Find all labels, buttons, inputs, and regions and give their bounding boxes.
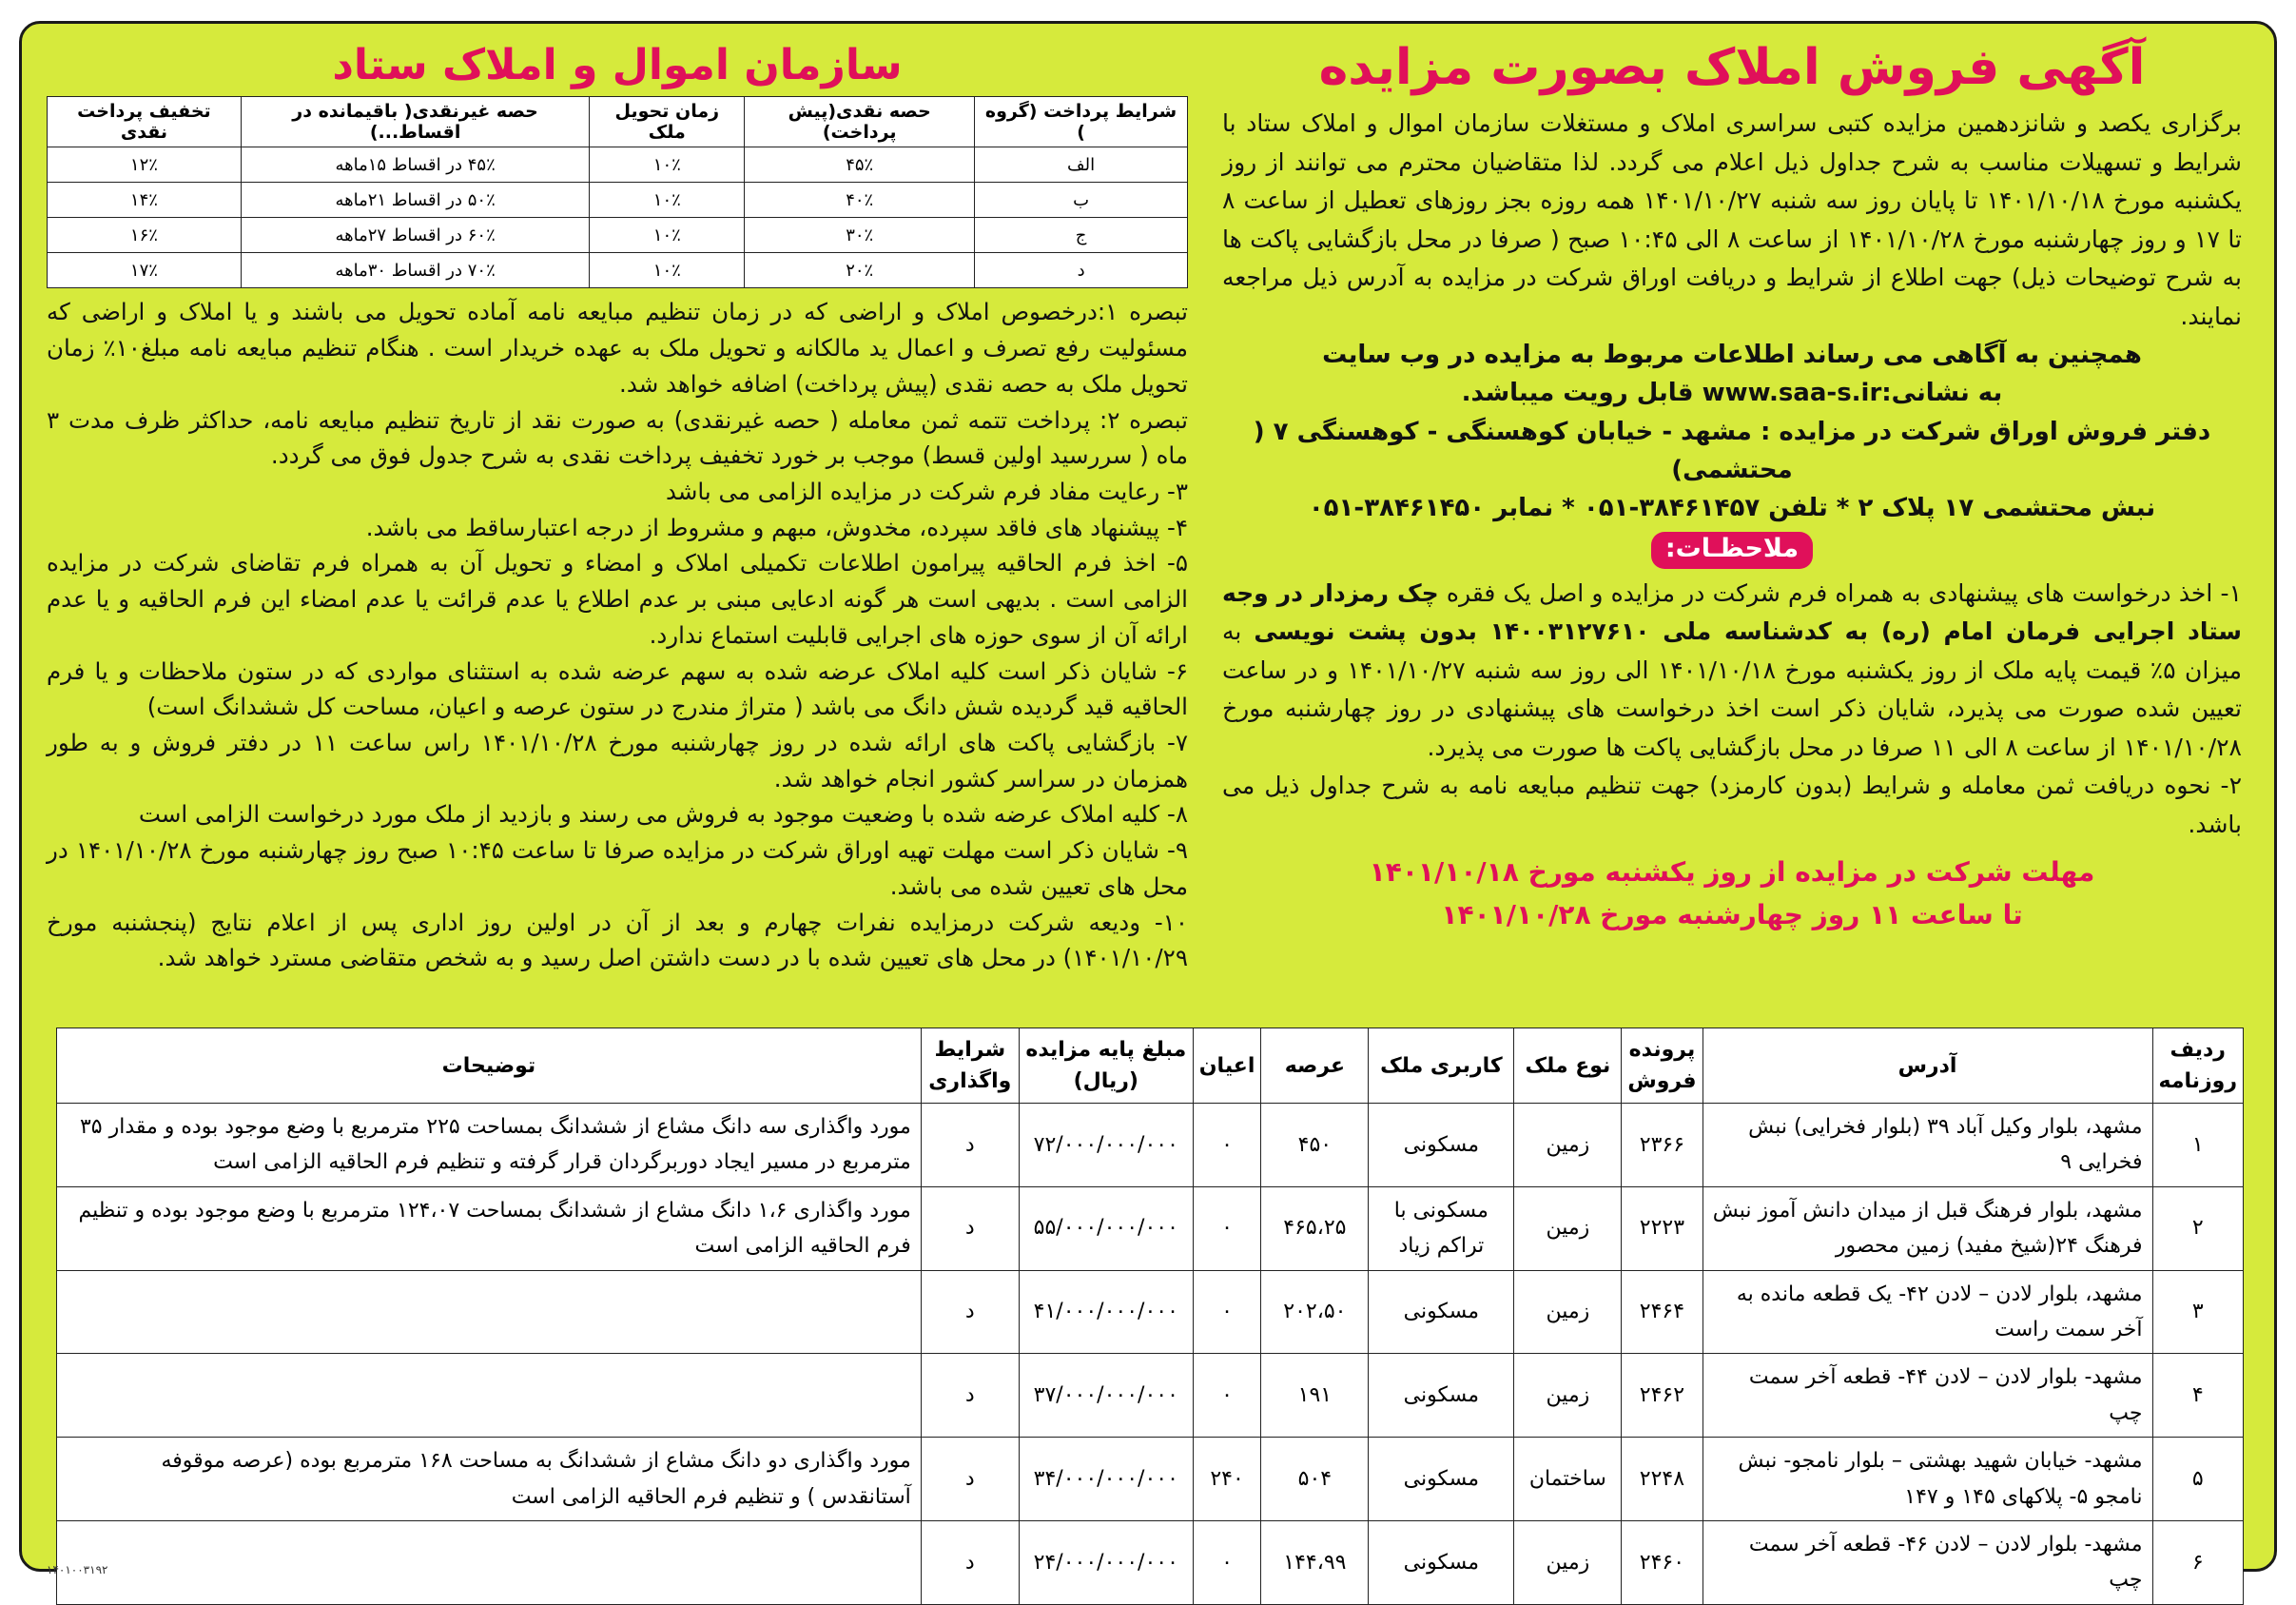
payment-cell: ۲۰٪ [745, 253, 975, 288]
payment-cell: ۱۰٪ [590, 218, 745, 253]
file-number-cell: ۲۴۶۴ [1622, 1270, 1703, 1354]
header-transfer-terms: شرایط واگذاری [921, 1028, 1019, 1104]
website-line-1: همچنین به آگاهی می رساند اطلاعات مربوط به مزایده در وب سایت [1322, 341, 2142, 370]
website-line-2: به نشانی:www.saa-s.ir قابل رویت میباشد. [1461, 379, 2003, 408]
property-type-cell: زمین [1514, 1270, 1622, 1354]
payment-cell: ۷۰٪ در اقساط ۳۰ماهه [241, 253, 590, 288]
description-cell [57, 1270, 922, 1354]
building-area-cell: ۰ [1193, 1186, 1261, 1270]
table-row [57, 1354, 2244, 1438]
header-land-area: عرصه [1261, 1028, 1369, 1104]
transfer-terms-cell: د [921, 1520, 1019, 1604]
footer-code: ۱۴۰۱۰۰۳۱۹۲ [47, 1563, 108, 1576]
property-type-cell: زمین [1514, 1520, 1622, 1604]
row-number: ۶ [2152, 1520, 2244, 1604]
payment-terms-table [47, 96, 1188, 288]
left-note: ۹- شایان ذکر است مهلت تهیه اوراق شرکت در مزایده صرفا تا ساعت ۱۰:۴۵ صبح روز چهارشنبه مورخ ۱۴۰۱/۱۰/۲۸ در محل های تعیین شده می باشد. [47, 836, 1188, 900]
file-number-cell: ۲۳۶۶ [1622, 1104, 1703, 1187]
address-cell: مشهد- بلوار لادن – لادن ۴۶- قطعه آخر سمت چپ [1703, 1520, 2152, 1604]
property-type-cell: زمین [1514, 1354, 1622, 1438]
right-column [1203, 24, 2274, 937]
payment-cell: الف [975, 147, 1188, 183]
building-area-cell: ۰ [1193, 1520, 1261, 1604]
table-row [57, 1438, 2244, 1521]
note-1-end: به میزان ۵٪ قیمت پایه ملک از روز یکشنبه مورخ ۱۴۰۱/۱۰/۱۸ الی روز سه شنبه ۱۴۰۱/۱۰/۲۷ و در ساعت تعیین شده صورت می پذیرد، شایان ذکر است اخذ درخواست های پیشنهادی در روز چهارشنبه مورخ ۱۴۰۱/۱۰/۲۸ از ساعت ۸ الی ۱۱ صرفا در محل بازگشایی پاکت ها صورت می پذیرد. [1222, 617, 2242, 761]
payment-table-row [48, 253, 1188, 288]
left-column [22, 24, 1205, 976]
payment-header: تخفیف پرداخت نقدی [48, 97, 242, 147]
description-cell [57, 1520, 922, 1604]
left-note: ۳- رعایت مفاد فرم شرکت در مزایده الزامی می باشد [665, 477, 1188, 505]
table-row [57, 1270, 2244, 1354]
base-price-cell: ۷۲/۰۰۰/۰۰۰/۰۰۰ [1019, 1104, 1193, 1187]
left-note: ۷- بازگشایی پاکت های ارائه شده در روز چهارشنبه مورخ ۱۴۰۱/۱۰/۲۸ راس ساعت ۱۱ در دفتر فروش و به طور همزمان در سراسر کشور انجام خواهد شد. [47, 729, 1189, 793]
left-note: تبصره ۲: پرداخت تتمه ثمن معامله ( حصه غیرنقدی) به صورت نقد از تاریخ تنظیم مبایعه نامه، حداکثر ظرف مدت ۳ ماه ( سررسید اولین قسط) موجب بر خورد تخفیف پرداخت نقدی به شرح جدول فوق می گردد. [47, 405, 1188, 470]
payment-cell: ب [975, 183, 1188, 218]
property-type-cell: ساختمان [1514, 1438, 1622, 1521]
deadline-line-2: تا ساعت ۱۱ روز چهارشنبه مورخ ۱۴۰۱/۱۰/۲۸ [1441, 898, 2023, 930]
payment-cell: ج [975, 218, 1188, 253]
payment-cell: ۵۰٪ در اقساط ۲۱ماهه [241, 183, 590, 218]
row-number: ۳ [2152, 1270, 2244, 1354]
org-title: سازمان اموال و املاک ستاد [332, 41, 903, 89]
row-number: ۲ [2152, 1186, 2244, 1270]
description-cell: مورد واگذاری سه دانگ مشاع از ششدانگ بمساحت ۲۲۵ مترمربع با وضع موجود بوده و مقدار ۳۵ مترمربع در مسیر ایجاد دوربرگردان قرار گرفته و تنظیم فرم الحاقیه الزامی است [57, 1104, 922, 1187]
payment-cell: د [975, 253, 1188, 288]
left-note: ۵- اخذ فرم الحاقیه پیرامون اطلاعات تکمیلی املاک و امضاء و تحویل آن به همراه فرم تقاضای شرکت در مزایده الزامی است . بدیهی است هر گونه ادعایی مبنی بر عدم اطلاع یا عدم قرائت یا عدم امضاء این فرم الحاقیه و یا عدم ارائه آن از سوی حوزه های اجرایی قابلیت استماع ندارد. [47, 549, 1188, 649]
payment-cell: ۴۵٪ [745, 147, 975, 183]
file-number-cell: ۲۲۲۳ [1622, 1186, 1703, 1270]
notes-badge: ملاحظـات: [1651, 532, 1813, 569]
file-number-cell: ۲۲۴۸ [1622, 1438, 1703, 1521]
table-row [57, 1520, 2244, 1604]
transfer-terms-cell: د [921, 1104, 1019, 1187]
left-notes [47, 294, 1188, 976]
transfer-terms-cell: د [921, 1438, 1019, 1521]
land-area-cell: ۲۰۲،۵۰ [1261, 1270, 1369, 1354]
row-number: ۵ [2152, 1438, 2244, 1521]
base-price-cell: ۲۴/۰۰۰/۰۰۰/۰۰۰ [1019, 1520, 1193, 1604]
header-building-area: اعیان [1193, 1028, 1261, 1104]
table-row [57, 1186, 2244, 1270]
row-number: ۴ [2152, 1354, 2244, 1438]
building-area-cell: ۰ [1193, 1354, 1261, 1438]
header-address: آدرس [1703, 1028, 2152, 1104]
land-area-cell: ۴۶۵،۲۵ [1261, 1186, 1369, 1270]
file-number-cell: ۲۴۶۰ [1622, 1520, 1703, 1604]
land-area-cell: ۵۰۴ [1261, 1438, 1369, 1521]
payment-table-row [48, 218, 1188, 253]
note-1 [1222, 575, 2242, 768]
left-note: ۶- شایان ذکر است کلیه املاک عرضه شده به سهم عرضه شده به استثنای مواردی که در ستون ملاحظات و یا فرم الحاقیه قید گردیده شش دانگ می باشد ( متراژ مندرج در ستون عرصه و اعیان، مساحت کل ششدانگ است) [47, 656, 1188, 721]
property-type-cell: زمین [1514, 1104, 1622, 1187]
building-area-cell: ۰ [1193, 1104, 1261, 1187]
payment-cell: ۱۷٪ [48, 253, 242, 288]
payment-cell: ۱۶٪ [48, 218, 242, 253]
advertisement-frame [19, 21, 2277, 1593]
payment-cell: ۱۰٪ [590, 253, 745, 288]
land-area-cell: ۱۴۴،۹۹ [1261, 1520, 1369, 1604]
left-note: ۸- کلیه املاک عرضه شده با وضعیت موجود به فروش می رسند و بازدید از ملک مورد درخواست الزامی است [138, 800, 1188, 829]
left-note: تبصره ۱:درخصوص املاک و اراضی که در زمان تنظیم مبایعه نامه آماده تحویل می باشند و یا املاک و اراضی که مسئولیت رفع تصرف و اعمال ید مالکانه و تحویل ملک به عهده خریدار است . هنگام تنظیم مبایعه نامه مبلغ۱۰٪ زمان تحویل ملک به حصه نقدی (پیش پرداخت) اضافه خواهد شد. [47, 298, 1188, 398]
address-cell: مشهد- بلوار لادن – لادن ۴۴- قطعه آخر سمت چپ [1703, 1354, 2152, 1438]
land-use-cell: مسکونی با تراکم زیاد [1369, 1186, 1514, 1270]
building-area-cell: ۲۴۰ [1193, 1438, 1261, 1521]
properties-header-row [57, 1028, 2244, 1104]
land-area-cell: ۱۹۱ [1261, 1354, 1369, 1438]
header-description: توضیحات [57, 1028, 922, 1104]
payment-cell: ۴۰٪ [745, 183, 975, 218]
description-cell: مورد واگذاری دو دانگ مشاع از ششدانگ به مساحت ۱۶۸ مترمربع بوده (عرصه موقوفه آستانقدس ) و تنظیم فرم الحاقیه الزامی است [57, 1438, 922, 1521]
file-number-cell: ۲۴۶۲ [1622, 1354, 1703, 1438]
address-cell: مشهد، بلوار لادن – لادن ۴۲- یک قطعه مانده به آخر سمت راست [1703, 1270, 2152, 1354]
payment-header: زمان تحویل ملک [590, 97, 745, 147]
payment-cell: ۳۰٪ [745, 218, 975, 253]
payment-header: حصه نقدی(پیش پرداخت) [745, 97, 975, 147]
land-use-cell: مسکونی [1369, 1438, 1514, 1521]
building-area-cell: ۰ [1193, 1270, 1261, 1354]
payment-cell: ۱۲٪ [48, 147, 242, 183]
note-1-start: ۱- اخذ درخواست های پیشنهادی به همراه فرم شرکت در مزایده و اصل یک فقره [1438, 578, 2242, 607]
land-use-cell: مسکونی [1369, 1520, 1514, 1604]
base-price-cell: ۳۷/۰۰۰/۰۰۰/۰۰۰ [1019, 1354, 1193, 1438]
base-price-cell: ۵۵/۰۰۰/۰۰۰/۰۰۰ [1019, 1186, 1193, 1270]
payment-cell: ۴۵٪ در اقساط ۱۵ماهه [241, 147, 590, 183]
land-use-cell: مسکونی [1369, 1354, 1514, 1438]
transfer-terms-cell: د [921, 1270, 1019, 1354]
land-use-cell: مسکونی [1369, 1104, 1514, 1187]
payment-table-row [48, 147, 1188, 183]
payment-cell: ۱۰٪ [590, 183, 745, 218]
table-row [57, 1104, 2244, 1187]
base-price-cell: ۳۴/۰۰۰/۰۰۰/۰۰۰ [1019, 1438, 1193, 1521]
land-area-cell: ۴۵۰ [1261, 1104, 1369, 1187]
header-property-type: نوع ملک [1514, 1028, 1622, 1104]
description-cell: مورد واگذاری ۱،۶ دانگ مشاع از ششدانگ بمساحت ۱۲۴،۰۷ مترمربع با وضع موجود بوده و تنظیم فرم الحاقیه الزامی است [57, 1186, 922, 1270]
note-1-bold: چک رمزدار در وجه ستاد اجرایی فرمان امام (ره) به کدشناسه ملی ۱۴۰۰۳۱۲۷۶۱۰ بدون پشت نویسی [1222, 578, 2242, 646]
row-number: ۱ [2152, 1104, 2244, 1187]
left-note: ۱۰- ودیعه شرکت درمزایده نفرات چهارم و بعد از آن در اولین روز اداری پس از اعلام نتایج (پنجشنبه مورخ ۱۴۰۱/۱۰/۲۹) در محل های تعیین شده با در دست داشتن اصل رسید و به شخص متقاضی مسترد خواهد شد. [47, 908, 1188, 972]
transfer-terms-cell: د [921, 1354, 1019, 1438]
payment-cell: ۶۰٪ در اقساط ۲۷ماهه [241, 218, 590, 253]
land-use-cell: مسکونی [1369, 1270, 1514, 1354]
payment-table-header-row [48, 97, 1188, 147]
description-cell [57, 1354, 922, 1438]
header-file-number: پرونده فروش [1622, 1028, 1703, 1104]
main-title: آگهی فروش املاک بصورت مزایده [1318, 39, 2146, 96]
properties-table [56, 1028, 2244, 1605]
header-land-use: کاربری ملک [1369, 1028, 1514, 1104]
header-row-number: ردیف روزنامه [2152, 1028, 2244, 1104]
left-note: ۴- پیشنهاد های فاقد سپرده، مخدوش، مبهم و مشروط از درجه اعتبارساقط می باشد. [365, 513, 1188, 541]
office-address-line-1: دفتر فروش اوراق شرکت در مزایده : مشهد - خیابان کوهسنگی - کوهسنگی ۷ ( محتشمی) [1253, 417, 2211, 485]
intro-paragraph: برگزاری یکصد و شانزدهمین مزایده کتبی سراسری املاک و مستغلات سازمان اموال و املاک ستاد با شرایط و تسهیلات مناسب به شرح جداول ذیل اعلام می گردد. لذا متقاضیان محترم می توانند از روز یکشنبه مورخ ۱۴۰۱/۱۰/۱۸ تا پایان روز سه شنبه ۱۴۰۱/۱۰/۲۷ همه روزه بجز روزهای تعطیل از ساعت ۸ تا ۱۷ و روز چهارشنبه مورخ ۱۴۰۱/۱۰/۲۸ از ساعت ۸ الی ۱۰:۴۵ صبح ( صرفا در محل بازگشایی پاکت ها به شرح توضیحات ذیل) جهت اطلاع از شرایط و دریافت اوراق شرکت در مزایده به آدرس ذیل مراجعه نمایند. [1222, 109, 2243, 330]
transfer-terms-cell: د [921, 1186, 1019, 1270]
header-base-price: مبلغ پایه مزایده (ریال) [1019, 1028, 1193, 1104]
payment-cell: ۱۴٪ [48, 183, 242, 218]
address-cell: مشهد- خیابان شهید بهشتی – بلوار نامجو- نبش نامجو ۵- پلاکهای ۱۴۵ و ۱۴۷ [1703, 1438, 2152, 1521]
payment-cell: ۱۰٪ [590, 147, 745, 183]
payment-header: حصه غیرنقدی( باقیمانده در اقساط...) [241, 97, 590, 147]
payment-table-row [48, 183, 1188, 218]
office-address-line-2: نبش محتشمی ۱۷ پلاک ۲ * تلفن ۳۸۴۶۱۴۵۷-۰۵۱ * نمابر ۳۸۴۶۱۴۵۰-۰۵۱ [1308, 494, 2156, 523]
payment-header: شرایط پرداخت (گروه ) [975, 97, 1188, 147]
address-cell: مشهد، بلوار فرهنگ قبل از میدان دانش آموز نبش فرهنگ ۲۴(شیخ مفید) زمین محصور [1703, 1186, 2152, 1270]
base-price-cell: ۴۱/۰۰۰/۰۰۰/۰۰۰ [1019, 1270, 1193, 1354]
note-2: ۲- نحوه دریافت ثمن معامله و شرایط (بدون کارمزد) جهت تنظیم مبایعه نامه به شرح جداول ذیل می باشد. [1222, 772, 2242, 838]
property-type-cell: زمین [1514, 1186, 1622, 1270]
deadline-line-1: مهلت شرکت در مزایده از روز یکشنبه مورخ ۱۴۰۱/۱۰/۱۸ [1369, 856, 2095, 889]
address-cell: مشهد، بلوار وکیل آباد ۳۹ (بلوار فخرایی) نبش فخرایی ۹ [1703, 1104, 2152, 1187]
